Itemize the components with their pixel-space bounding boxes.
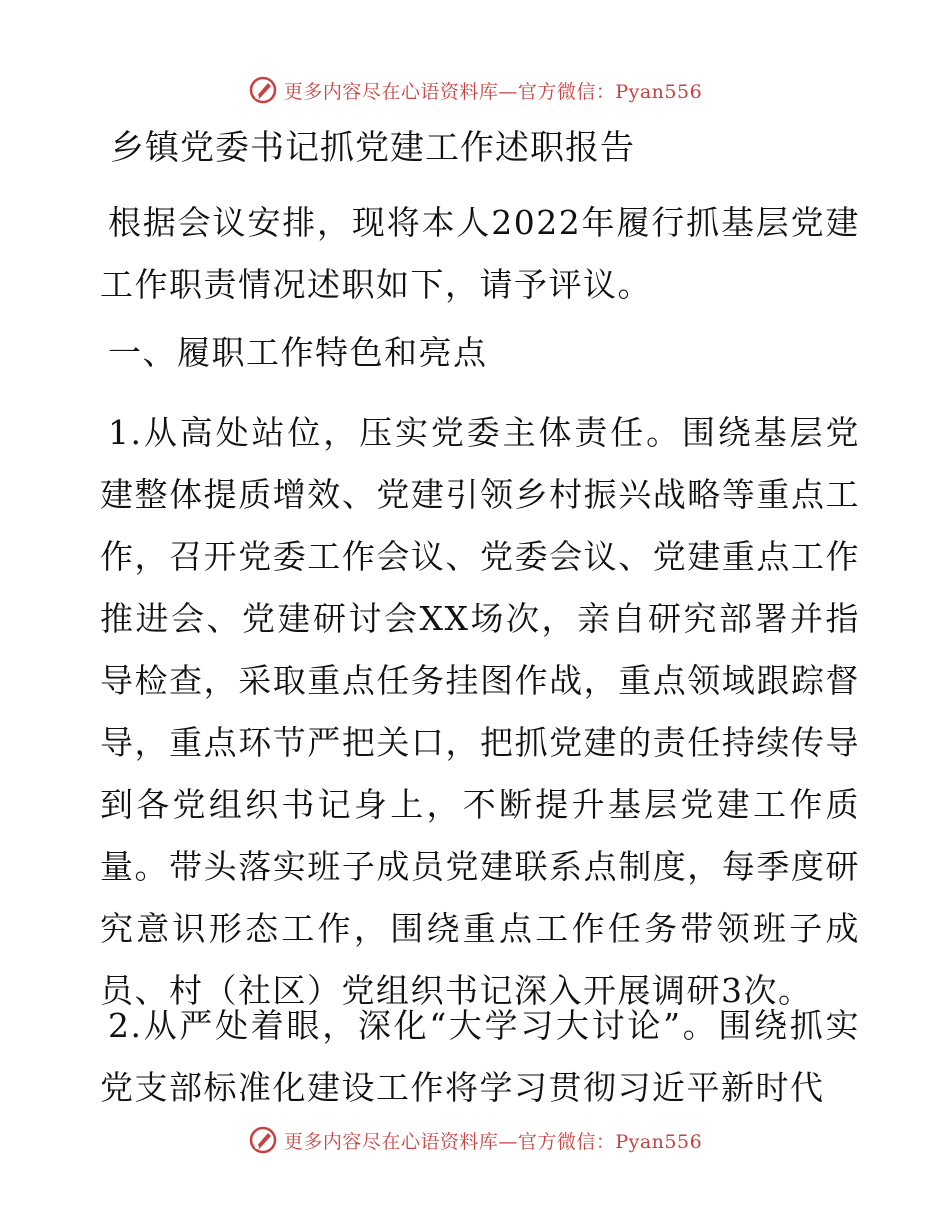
watermark-text: 更多内容尽在心语资料库—官方微信：Pyan556 <box>283 80 703 103</box>
pen-circle-logo-icon <box>248 75 278 105</box>
pen-circle-logo-icon <box>248 1125 278 1155</box>
watermark-text: 更多内容尽在心语资料库—官方微信：Pyan556 <box>283 1130 703 1153</box>
section-heading: 一、履职工作特色和亮点 <box>108 333 488 372</box>
watermark-footer <box>0 1120 950 1160</box>
page-title: 乡镇党委书记抓党建工作述职报告 <box>110 128 635 168</box>
item-1-paragraph: 1.从高处站位，压实党委主体责任。围绕基层党建整体提质增效、党建引领乡村振兴战略等重点工作，召开党委工作会议、党委会议、党建重点工作推进会、党建研讨会XX场次，亲自研究部署并指导检查，采取重点任务挂图作战，重点领域跟踪督导，重点环节严把关口，把抓党建的责任持续传导到各党组织书记身上，不断提升基层党建工作质量。带头落实班子成员党建联系点制度，每季度研究意识形态工作，围绕重点工作任务带领班子成员、村（社区）党组织书记深入开展调研3次。 <box>100 413 860 1010</box>
intro-paragraph: 根据会议安排，现将本人2022年履行抓基层党建工作职责情况述职如下，请予评议。 <box>100 203 860 304</box>
watermark-header <box>0 70 950 110</box>
item-2-paragraph: 2.从严处着眼，深化“大学习大讨论”。围绕抓实党支部标准化建设工作将学习贯彻习近平新时代 <box>100 1006 860 1107</box>
